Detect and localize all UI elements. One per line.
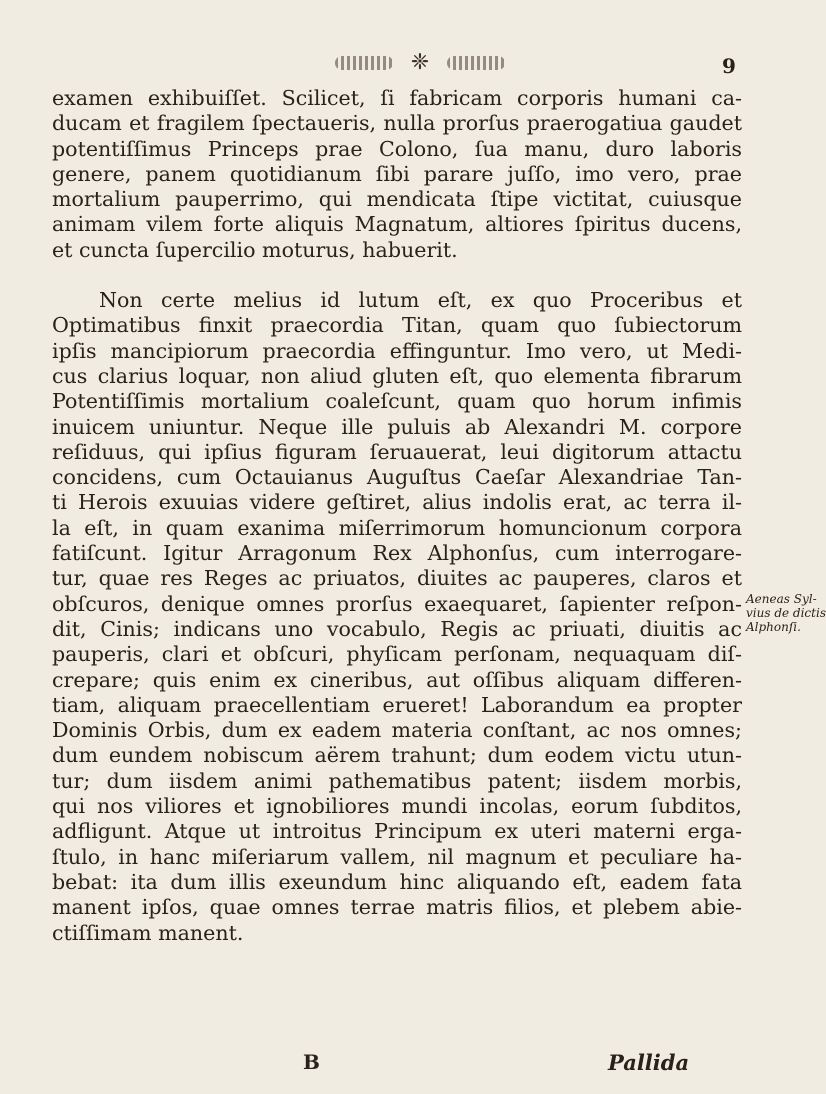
text-line: ipſis mancipiorum praecordia effinguntur. Imo vero, ut Medi- xyxy=(52,338,742,363)
paragraph-2 xyxy=(52,288,742,946)
catchword: Pallida xyxy=(608,1050,690,1075)
text-line: animam vilem forte aliquis Magnatum, altiores ſpiritus ducens, xyxy=(52,212,742,237)
text-line: dum eundem nobiscum aërem trahunt; dum eodem victu utun- xyxy=(52,743,742,768)
text-line: fatiſcunt. Igitur Arragonum Rex Alphonſus, cum interrogare- xyxy=(52,541,742,566)
text-line: adfligunt. Atque ut introitus Principum ex uteri materni erga- xyxy=(52,819,742,844)
text-line: Potentiſſimis mortalium coaleſcunt, quam quo horum infimis xyxy=(52,389,742,414)
text-line: reſiduus, qui ipſius figuram ſeruauerat, leui digitorum attactu xyxy=(52,439,742,464)
paragraph-1 xyxy=(52,86,742,263)
margin-note-line: Aeneas Syl- xyxy=(746,592,817,606)
text-line: potentiſſimus Princeps prae Colono, ſua manu, duro laboris xyxy=(52,136,742,161)
text-line: et cuncta ſupercilio moturus, habuerit. xyxy=(52,237,458,262)
text-line: manent ipſos, quae omnes terrae matris filios, et plebem abie- xyxy=(52,895,742,920)
header-ornament xyxy=(290,48,550,78)
text-line: tiam, aliquam praecellentiam erueret! Laborandum ea propter xyxy=(52,692,742,717)
margin-note-line: vius de dictis xyxy=(746,606,826,620)
text-line: dit, Cinis; indicans uno vocabulo, Regis ac priuati, diuitis ac xyxy=(52,616,742,641)
text-line: concidens, cum Octauianus Auguſtus Caeſar Alexandriae Tan- xyxy=(52,465,742,490)
text-line: bebat: ita dum illis exeundum hinc aliquando eſt, eadem fata xyxy=(52,869,742,894)
text-line: cus clarius loquar, non aliud gluten eſt, quo elementa fibrarum xyxy=(52,363,742,388)
margin-note xyxy=(746,592,826,634)
text-line: tur, quae res Reges ac priuatos, diuites ac pauperes, claros et xyxy=(52,566,742,591)
text-line: examen exhibuiſſet. Scilicet, ſi fabricam corporis humani ca- xyxy=(52,86,742,110)
text-line: ctiſſimam manent. xyxy=(52,920,244,945)
text-line: Dominis Orbis, dum ex eadem materia conſtant, ac nos omnes; xyxy=(52,718,742,743)
text-line: ti Herois exuuias videre geſtiret, alius indolis erat, ac terra il- xyxy=(52,490,742,515)
paragraph-gap xyxy=(52,263,742,288)
text-line: qui nos viliores et ignobiliores mundi incolas, eorum ſubditos, xyxy=(52,794,742,819)
text-line: ducam et fragilem ſpectaueris, nulla prorſus praerogatiua gaudet xyxy=(52,111,742,136)
page-number: 9 xyxy=(722,54,736,78)
ornament-right-flourish xyxy=(447,56,505,70)
ornament-center-icon: ❈ xyxy=(410,50,430,75)
text-line: tur; dum iisdem animi pathematibus patent; iisdem morbis, xyxy=(52,768,742,793)
text-line: la eſt, in quam exanima miſerrimorum homuncionum corpora xyxy=(52,515,742,540)
signature-mark: B xyxy=(303,1050,320,1074)
text-line: Non certe melius id lutum eſt, ex quo Proceribus et xyxy=(99,288,742,313)
text-line: mortalium pauperrimo, qui mendicata ſtipe victitat, cuiusque xyxy=(52,187,742,212)
text-line: ſtulo, in hanc miſeriarum vallem, nil magnum et peculiare ha- xyxy=(52,844,742,869)
text-line: inuicem uniuntur. Neque ille puluis ab Alexandri M. corpore xyxy=(52,414,742,439)
text-line: Optimatibus finxit praecordia Titan, quam quo ſubiectorum xyxy=(52,313,742,338)
text-line: pauperis, clari et obſcuri, phyſicam perſonam, nequaquam diſ- xyxy=(52,642,742,667)
body-text xyxy=(52,86,742,946)
margin-note-line: Alphonſi. xyxy=(746,620,801,634)
text-line: crepare; quis enim ex cineribus, aut oſſibus aliquam differen- xyxy=(52,667,742,692)
ornament-left-flourish xyxy=(335,56,393,70)
text-line: obſcuros, denique omnes prorſus exaequaret, ſapienter reſpon- xyxy=(52,591,742,616)
text-line: genere, panem quotidianum ſibi parare juſſo, imo vero, prae xyxy=(52,161,742,186)
